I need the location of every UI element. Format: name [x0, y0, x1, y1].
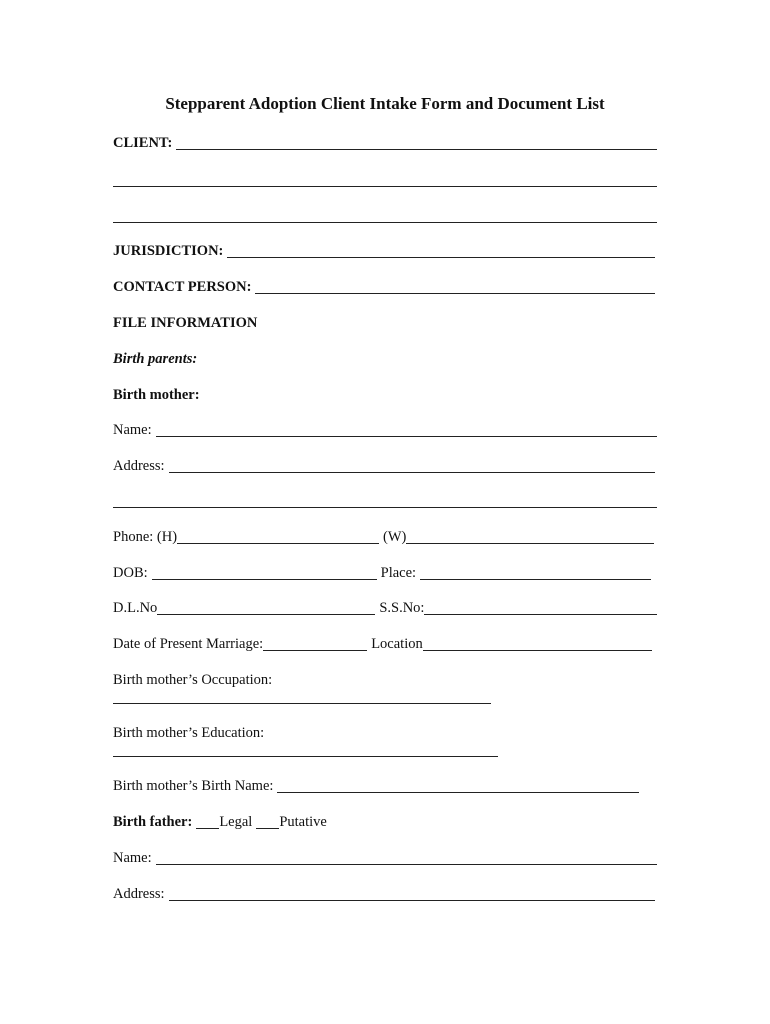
mother-address-field[interactable] — [169, 458, 655, 473]
father-address-row — [113, 883, 655, 903]
client-row — [113, 132, 657, 152]
mother-education-field[interactable] — [113, 756, 498, 757]
father-legal-label: Legal — [219, 814, 253, 830]
mother-dl-row — [113, 597, 657, 617]
jurisdiction-row — [113, 240, 655, 260]
father-name-field[interactable] — [156, 850, 657, 865]
birth-parents-heading: Birth parents: — [113, 351, 198, 367]
mother-address-line-2[interactable] — [113, 507, 657, 508]
mother-phone-home-field[interactable] — [177, 529, 379, 544]
mother-phone-home-label: Phone: (H) — [113, 529, 178, 545]
father-legal-checkbox[interactable] — [196, 814, 219, 829]
birth-mother-heading: Birth mother: — [113, 387, 200, 403]
father-putative-checkbox[interactable] — [256, 814, 279, 829]
mother-occupation-field[interactable] — [113, 703, 491, 704]
father-name-row — [113, 847, 657, 867]
mother-name-field[interactable] — [156, 422, 657, 437]
father-name-label: Name: — [113, 850, 152, 866]
mother-dl-field[interactable] — [157, 600, 375, 615]
birth-mother-row — [113, 384, 657, 404]
mother-ss-field[interactable] — [424, 600, 657, 615]
mother-location-label: Location — [371, 636, 423, 652]
mother-dob-field[interactable] — [152, 565, 377, 580]
mother-place-label: Place: — [380, 565, 417, 581]
father-address-field[interactable] — [169, 886, 655, 901]
mother-dl-label: D.L.No — [113, 600, 158, 616]
mother-education-row — [113, 722, 657, 742]
contact-person-label: CONTACT PERSON: — [113, 279, 252, 295]
mother-place-field[interactable] — [420, 565, 651, 580]
mother-occupation-row — [113, 669, 657, 689]
birth-father-row — [113, 811, 657, 831]
birth-father-heading: Birth father: — [113, 814, 193, 830]
mother-marriage-date-label: Date of Present Marriage: — [113, 636, 264, 652]
mother-name-row — [113, 419, 657, 439]
jurisdiction-label: JURISDICTION: — [113, 243, 224, 259]
mother-dob-row — [113, 562, 651, 582]
mother-education-label: Birth mother’s Education: — [113, 725, 265, 741]
form-title: Stepparent Adoption Client Intake Form and Document List — [165, 94, 605, 113]
father-putative-label: Putative — [279, 814, 327, 830]
mother-phone-work-label: (W) — [383, 529, 407, 545]
jurisdiction-field[interactable] — [227, 243, 655, 258]
birth-parents-row — [113, 348, 657, 368]
client-label: CLIENT: — [113, 135, 173, 151]
mother-address-row — [113, 455, 655, 475]
mother-dob-label: DOB: — [113, 565, 148, 581]
mother-location-field[interactable] — [423, 636, 652, 651]
file-information-heading: FILE INFORMATION — [113, 315, 258, 331]
mother-marriage-date-field[interactable] — [263, 636, 367, 651]
contact-person-row — [113, 276, 655, 296]
client-field[interactable] — [176, 135, 657, 150]
mother-birth-name-label: Birth mother’s Birth Name: — [113, 778, 274, 794]
client-field-line-3[interactable] — [113, 222, 657, 223]
mother-name-label: Name: — [113, 422, 152, 438]
mother-birth-name-field[interactable] — [277, 778, 639, 793]
file-information-row — [113, 312, 657, 332]
father-address-label: Address: — [113, 886, 165, 902]
mother-occupation-label: Birth mother’s Occupation: — [113, 672, 273, 688]
client-field-line-2[interactable] — [113, 186, 657, 187]
mother-address-label: Address: — [113, 458, 165, 474]
mother-birth-name-row — [113, 775, 639, 795]
mother-ss-label: S.S.No: — [379, 600, 425, 616]
mother-phone-work-field[interactable] — [406, 529, 654, 544]
mother-phone-row — [113, 526, 654, 546]
contact-person-field[interactable] — [255, 279, 655, 294]
mother-marriage-row — [113, 633, 652, 653]
